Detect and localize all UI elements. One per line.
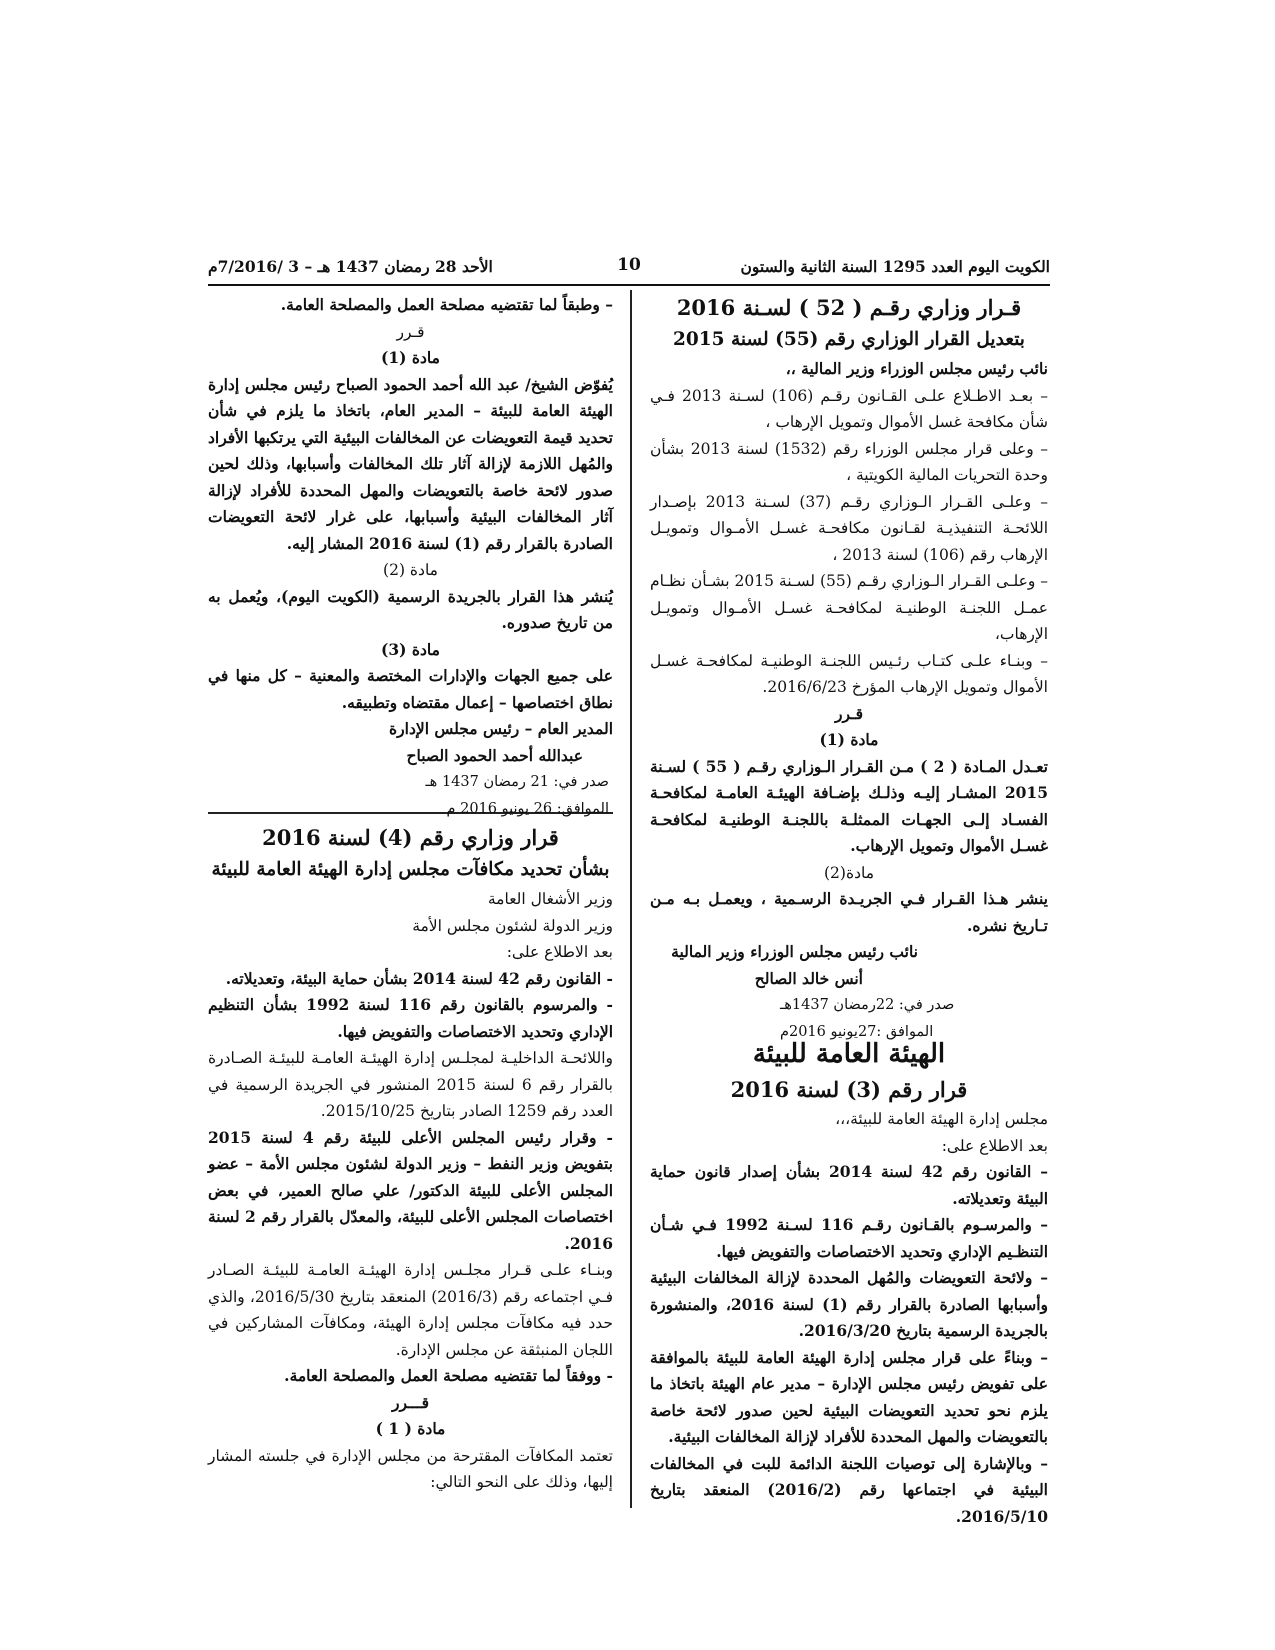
environment-decision-continuation [208, 292, 613, 822]
recital-paragraph: - القانون رقم 42 لسنة 2014 بشأن حماية البيئة، وتعديلاته. [225, 968, 613, 988]
decision-issuer: نائب رئيس مجلس الوزراء وزير المالية ،، [785, 359, 1048, 378]
issue-date: صدر في: 21 رمضان 1437 هـ [425, 774, 609, 790]
recital-paragraph: – وعلـى القـرار الـوزاري رقـم (55) لسـنة 2015 بشـأن نظـام عمـل اللجنـة الوطنيـة لمكافحـة غسـل الأمـوال وتمويـل الإرهاب، [650, 572, 1049, 643]
recital-paragraph: – القانون رقم 42 لسنة 2014 بشأن إصدار قانون حماية البيئة وتعديلاته. [650, 1162, 1048, 1208]
recital-paragraph: – وبالإشارة إلى توصيات اللجنة الدائمة للبت في المخالفات البيئية في اجتماعها رقم (2016/2) المنعقد بتاريخ 2016/5/10. [650, 1453, 1048, 1526]
article-label: مادة ( 1 ) [375, 1419, 446, 1438]
corresponding-date: الموافق: 26 يونيو 2016 م [446, 800, 609, 817]
gazette-issue-info: الكويت اليوم العدد 1295 السنة الثانية والستون [740, 257, 1050, 276]
decision-title: قرار وزاري رقم (4) لسنة 2016 [262, 825, 559, 850]
recital-paragraph: – وعلى قرار مجلس الوزراء رقم (1532) لسنة 2013 بشأن وحدة التحريات المالية الكويتية ، [650, 439, 1048, 484]
decision-subtitle: بشأن تحديد مكافآت مجلس إدارة الهيئة العامة للبيئة [211, 859, 610, 880]
recital-paragraph: – والمرسـوم بالقـانون رقـم 116 لسـنة 1992 فـي شـأن التنظـيم الإداري وتحديد الاختصاصات والتفويض فيها. [650, 1215, 1048, 1261]
signer-title: نائب رئيس مجلس الوزراء وزير المالية [671, 942, 918, 961]
recital-paragraph: – وطبقاً لما تقتضيه مصلحة العمل والمصلحة العامة. [280, 295, 613, 314]
article-label: مادة (1) [819, 730, 879, 749]
signer-title: المدير العام – رئيس مجلس الإدارة [389, 719, 613, 738]
after-review-label: بعد الاطلاع على: [506, 943, 613, 961]
article-text: يُفوّض الشيخ/ عبد الله أحمد الحمود الصباح رئيس مجلس إدارة الهيئة العامة للبيئة – المدير العام، باتخاذ ما يلزم في شأن تحديد قيمة التعويضات عن المخالفات البيئية التي يرتكبها الأفراد والمُهل اللازمة لإزالة آثار تلك المخالفات وأسبابها، وذلك لحين صدور لائحة خاصة بالتعويضات والمهل المحددة للأفراد لإزالة آثار المخالفات البيئية وأسبابها، على غرار لائحة التعويضات الصادرة بالقرار رقم (1) لسنة 2016 المشار إليه. [208, 374, 613, 553]
decision-title: قرار رقم (3) لسنة 2016 [730, 1077, 968, 1102]
recital-paragraph: - وقرار رئيس المجلس الأعلى للبيئة رقم 4 لسنة 2015 بتفويض وزير النفط – وزير الدولة لشئون مجلس الأمة – عضو المجلس الأعلى للبيئة الدكتور/ علي صالح العمير، في بعض اختصاصات المجلس الأعلى للبيئة، والمعدّل بالقرار رقم 2 لسنة 2016. [208, 1127, 613, 1253]
decided-heading: قـرر [835, 703, 863, 723]
issue-date: صدر في: 22رمضان 1437هـ [780, 997, 955, 1013]
page-header [208, 253, 1050, 283]
column-divider [630, 290, 632, 1508]
header-divider [208, 284, 1050, 286]
header-date: الأحد 28 رمضان 1437 هـ – 3 /7/2016م [208, 257, 493, 276]
decision-issuer: وزير الدولة لشئون مجلس الأمة [412, 916, 613, 935]
article-text: على جميع الجهات والإدارات المختصة والمعنية – كل منها في نطاق اختصاصها – إعمال مقتضاه وتطبيقه. [208, 666, 613, 712]
article-label: مادة(2) [823, 863, 875, 882]
recital-paragraph: - ووفقاً لما تقتضيه مصلحة العمل والمصلحة العامة. [284, 1366, 613, 1385]
environment-decision-section [650, 1034, 1048, 1530]
decision-issuer: وزير الأشغال العامة [487, 890, 613, 908]
recital-paragraph: – بعـد الاطـلاع علـى القـانون رقـم (106) لسـنة 2013 فـي شأن مكافحة غسل الأموال وتمويل الإرهاب ، [650, 386, 1049, 431]
decision-title: قـرار وزاري رقـم ( 52 ) لسـنة 2016 [676, 295, 1022, 320]
signer-name: أنس خالد الصالح [754, 968, 863, 988]
article-text: يُنشر هذا القرار بالجريدة الرسمية (الكويت اليوم)، ويُعمل به من تاريخ صدوره. [208, 586, 613, 632]
recital-paragraph: واللائحـة الداخليـة لمجلـس إدارة الهيئـة العامـة للبيئـة الصـادرة بالقرار رقم 6 لسنة 2015 المنشور في الجريدة الرسمية في العدد رقم 1259 الصادر بتاريخ 2015/10/25. [208, 1049, 613, 1120]
decision-4-section [208, 822, 613, 1496]
after-review-label: بعد الاطلاع على: [941, 1136, 1048, 1155]
recital-paragraph: وبنـاء علـى قـرار مجلـس إدارة الهيئـة العامـة للبيئـة الصـادر فـي اجتماعه رقم (2016/3) المنعقد بتاريخ 2016/5/30، والذي حدد فيه مكافآت مجلس إدارة الهيئة، ومكافآت المشاركين في اللجان المنبثقة عن مجلس الإدارة. [208, 1261, 614, 1359]
decision-52-section [650, 292, 1048, 1045]
article-text: تعتمد المكافآت المقترحة من مجلس الإدارة في جلسته المشار إليها، وذلك على النحو التالي: [208, 1446, 613, 1491]
corresponding-date: الموافق :27يونيو 2016م [780, 1023, 934, 1040]
signer-name: عبدالله أحمد الحمود الصباح [406, 745, 583, 765]
article-label: مادة (2) [383, 561, 438, 579]
article-text: ينشر هـذا القـرار فـي الجريـدة الرسـمية ، ويعمـل بـه مـن تـاريخ نشره. [650, 889, 1048, 935]
recital-paragraph: – ولائحة التعويضات والمُهل المحددة لإزالة المخالفات البيئية وأسبابها الصادرة بالقرار رقم (1) لسنة 2016، والمنشورة بالجريدة الرسمية بتاريخ 2016/3/20. [650, 1268, 1048, 1340]
recital-paragraph: – وعلـى القـرار الـوزاري رقـم (37) لسـنة 2013 بإصـدار اللائحـة التنفيذيـة لقـانون مكافحـة غسـل الأمـوال وتمويـل الإرهاب رقم (106) لسنة 2013 ، [650, 492, 1049, 564]
decided-heading: قـــرر [391, 1392, 430, 1412]
article-text: تعـدل المـادة ( 2 ) مـن القـرار الـوزاري رقـم ( 55 ) لسـنة 2015 المشـار إليـه وذلـك بإضـافة الهيئـة العامـة لمكافحـة الفسـاد إلـى الجهـات الممثلـة باللجنـة الوطنيـة لمكافحـة غسـل الأموال وتمويل الإرهاب. [650, 756, 1048, 855]
page-number: 10 [617, 255, 641, 275]
recital-paragraph: – وبناءً على قرار مجلس إدارة الهيئة العامة للبيئة بالموافقة على تفويض رئيس مجلس الإدارة – مدير عام الهيئة باتخاذ ما يلزم نحو تحديد التعويضات البيئية لحين صدور لائحة خاصة بالتعويضات والمهل المحددة للأفراد لإزالة المخالفات البيئية. [650, 1347, 1048, 1446]
article-label: مادة (3) [381, 639, 440, 659]
recital-paragraph: - والمرسوم بالقانون رقم 116 لسنة 1992 بشأن التنظيم الإداري وتحديد الاختصاصات والتفويض فيها. [208, 995, 613, 1041]
decision-subtitle: بتعديل القرار الوزاري رقم (55) لسنة 2015 [673, 329, 1025, 350]
authority-heading: الهيئة العامة للبيئة [752, 1039, 946, 1069]
decided-heading: قـرر [396, 322, 425, 341]
recital-paragraph: – وبنـاء علـى كتـاب رئـيس اللجنـة الوطنيـة لمكافحـة غسـل الأموال وتمويل الإرهاب المؤرخ 2016/6/23. [650, 651, 1048, 696]
article-label: مادة (1) [381, 348, 440, 367]
decision-issuer: مجلس إدارة الهيئة العامة للبيئة،،، [835, 1110, 1048, 1128]
